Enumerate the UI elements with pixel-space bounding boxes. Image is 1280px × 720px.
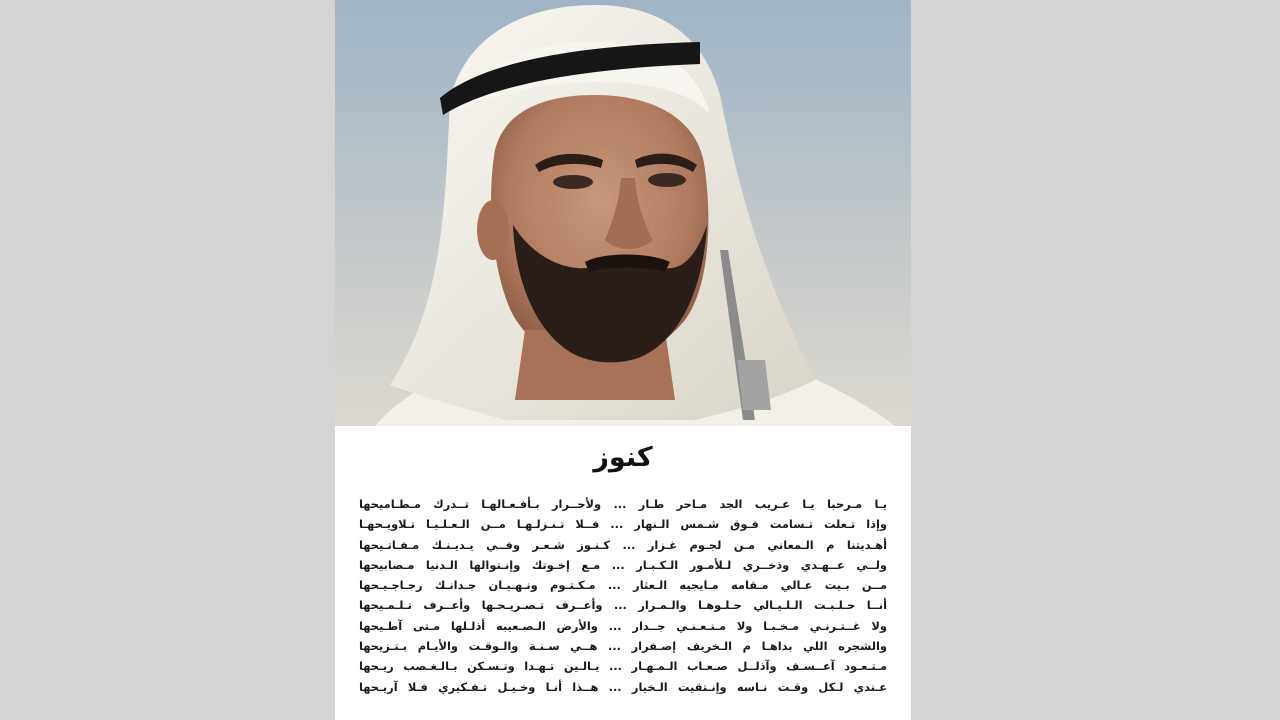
poem-verse: أنــا حـلـبـت الـلـيـالي حـلـوهـا والـمـرار ... وأعــرف تـصـريـحـها وأعــرف تـلـمـيحها <box>359 598 887 613</box>
poem-verse: مـتـعـود آعــسـف وآذلــل صـعـاب الـمـهـار ... يـالـين تـهـدا وتـسـكن بـالـغـصب ريـحها <box>359 659 887 674</box>
poem-verse: ولــي عــهـدي وذخــري لـلأمـور الـكـبـار ... مـع إخـوتك وإنـتوالها الـدنيا مـصابيحها <box>359 557 887 572</box>
poem-verse: أهـديتنا م الـمعاني مـن لجـوم غـزار ... كـنـوز شـعـر وفــي يـديـنـك مـفـاتـيحها <box>359 537 887 552</box>
portrait-photo-icon <box>335 0 911 426</box>
poem-verse: وإذا تـعلت تـسامت فـوق شـمس الـنهار ... فــلا تـنـزلـهـا مــن الـعـلـيـا تـلاويـحهـا <box>359 517 887 532</box>
poem-verses <box>359 494 887 697</box>
poem-verse: والشجره اللي بداهـا م الـخريف إصـفرار ... هــي سـنـة والـوقـت والأيـام بـتـزيحها <box>359 639 887 654</box>
document-page <box>335 0 911 720</box>
document-title: كنوز <box>593 442 653 473</box>
poem-verse: ولا غــتـرنـي مـخـبـا ولا مـنـعـنـي جــدار ... والأرض الـصـعيبه أذلـلها مـتى آطـيحها <box>359 618 887 633</box>
poem-verse: يـا مـرحبا يـا عـريب الجد مـاحر طـار ... ولأحــرار بـأفـعـالهـا تــدرك مـطـاميحها <box>359 497 887 511</box>
portrait-photo <box>335 0 911 426</box>
poem-verse: عـندي لـكل وقـت نـاسه وإنـتقيت الـخيار ... هــذا أنـا وخـيـل تـفـكيري فـلا آريـحها <box>359 679 887 694</box>
poem-verse: مــن بـيت عـالي مـقامه مـايجيه الـعثار ... مـكـتـوم ونـهـيـان جـدانـك رجـاجـيـحها <box>359 578 887 593</box>
